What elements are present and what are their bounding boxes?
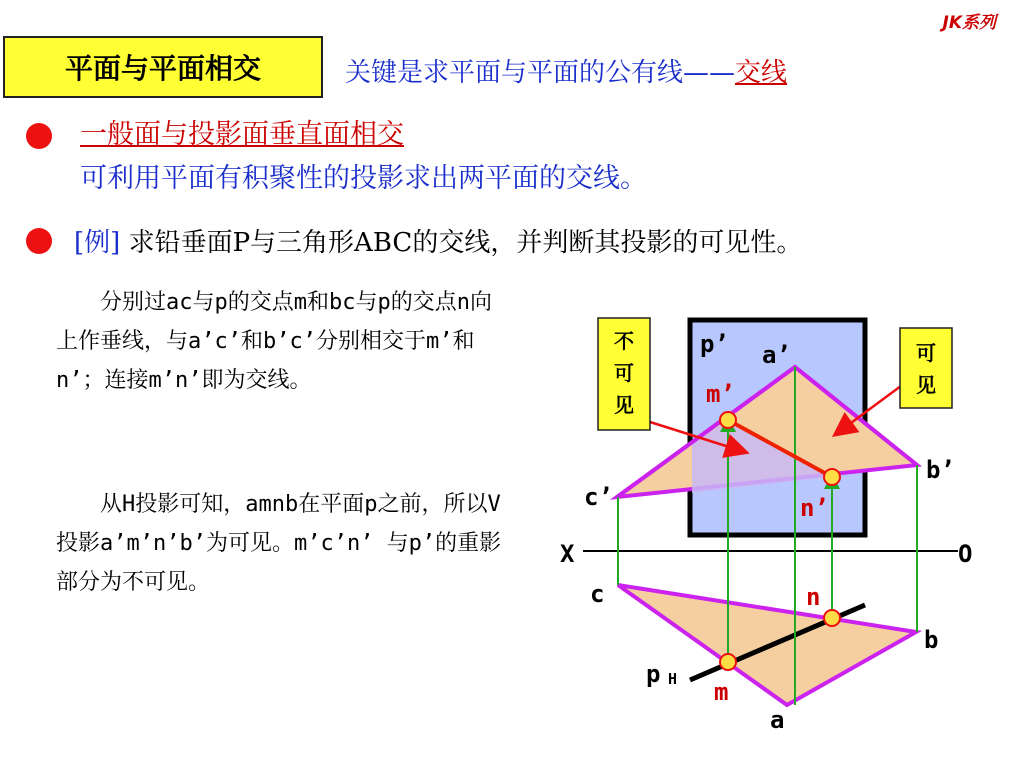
visible-label-char-1: 可: [916, 341, 936, 365]
label-m: m: [714, 678, 729, 706]
point-m-prime: [720, 412, 736, 428]
invisible-label-char-2: 可: [614, 361, 634, 385]
label-p-h: p: [646, 660, 661, 688]
label-x-axis: X: [560, 540, 575, 568]
label-p-prime: p’: [700, 330, 729, 358]
point-m: [720, 654, 736, 670]
visible-label-char-2: 见: [916, 373, 936, 397]
label-c-prime: c’: [584, 483, 613, 511]
example-text: 求铅垂面P与三角形ABC的交线，并判断其投影的可见性。: [128, 228, 803, 258]
example-tag: [例]: [74, 228, 121, 258]
invisible-label-char-3: 见: [614, 393, 634, 417]
paragraph1-text: 分别过ac与p的交点m和bc与p的交点n向上作垂线，与a’c’和b’c’分别相交于m’和n’；连接m’n’即为交线。: [56, 290, 492, 393]
subtitle-main: 关键是求平面与平面的公有线——: [345, 58, 736, 88]
page-title: 平面与平面相交: [3, 36, 323, 98]
point-n-prime: [824, 469, 840, 485]
label-n-prime: n’: [800, 494, 829, 522]
label-o-axis: O: [958, 540, 973, 568]
label-a: a: [770, 706, 785, 734]
label-p-h-subscript: H: [668, 670, 678, 688]
series-label: JK系列: [942, 13, 996, 33]
section1-description: 可利用平面有积聚性的投影求出两平面的交线。: [80, 163, 647, 194]
invisible-label-char-1: 不: [614, 329, 634, 353]
label-a-prime: a’: [762, 341, 791, 369]
subtitle-highlight: 交线: [735, 58, 788, 88]
label-n: n: [806, 583, 821, 611]
label-m-prime: m’: [706, 380, 735, 408]
paragraph2-text: 从H投影可知，amnb在平面p之前，所以V投影a’m’n’b’为可见。m’c’n’ 与p’的重影部分为不可见。: [56, 492, 502, 595]
section1-heading: 一般面与投影面垂直面相交: [80, 119, 404, 150]
label-b-prime: b’: [926, 456, 955, 484]
label-b: b: [924, 626, 939, 654]
point-n: [824, 610, 840, 626]
label-c: c: [590, 580, 605, 608]
